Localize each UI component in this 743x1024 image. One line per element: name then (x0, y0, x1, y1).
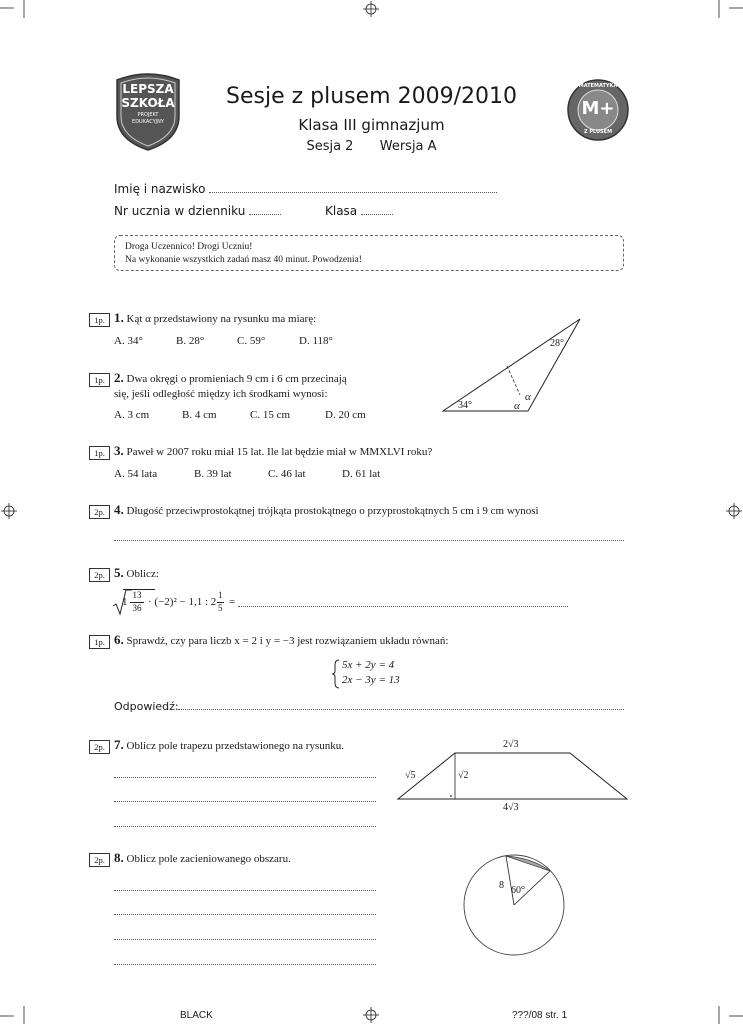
q7-text (114, 737, 344, 754)
q2-answer-a[interactable]: A. 3 cm (114, 409, 150, 421)
footer-color-label: BLACK (180, 1010, 213, 1021)
q1-text (114, 310, 316, 327)
q8-number: 8. (114, 850, 124, 865)
q7-points: 2p. (89, 740, 110, 754)
badge-bottom-text: Z PLUSEM (583, 129, 613, 135)
q1-answer-a[interactable]: A. 34° (114, 335, 143, 347)
q3-answer-a[interactable]: A. 54 lata (114, 468, 158, 480)
q7-number: 7. (114, 737, 124, 752)
q3-points: 1p. (89, 446, 110, 460)
badge-center-text: M+ (581, 98, 615, 119)
q1-number: 1. (114, 310, 124, 325)
session-label: Sesja 2 (306, 139, 354, 154)
class-field[interactable] (325, 204, 393, 218)
name-field[interactable] (114, 182, 497, 196)
q3-answer-d[interactable]: D. 61 lat (342, 468, 381, 480)
q2-number: 2. (114, 370, 124, 385)
circle-radius-label: 8 (499, 880, 504, 891)
q2-answer-d[interactable]: D. 20 cm (325, 409, 366, 421)
q2-text (114, 370, 394, 402)
q6-equation-1: 5x + 2y = 4 (342, 659, 395, 671)
q4-points: 2p. (89, 505, 110, 519)
q1-answer-d[interactable]: D. 118° (299, 335, 333, 347)
q5-number: 5. (114, 565, 124, 580)
q2-prompt-line1: Dwa okręgi o promieniach 9 cm i 6 cm przecinają (126, 373, 347, 385)
trapezoid-height-label: √2 (458, 770, 469, 781)
q1-answer-b[interactable]: B. 28° (176, 335, 205, 347)
q8-answer-line-1[interactable] (114, 890, 376, 891)
q1-prompt: Kąt α przedstawiony na rysunku ma miarę: (126, 313, 317, 325)
q7-prompt: Oblicz pole trapezu przedstawionego na rysunku. (126, 740, 344, 752)
logo-line-3: PROJEKT (137, 112, 159, 118)
q3-number: 3. (114, 443, 124, 458)
student-number-field[interactable] (114, 204, 281, 218)
q5-answer-line[interactable] (238, 606, 568, 607)
circle-figure (460, 853, 570, 957)
q5-frac2-num: 1 (218, 590, 223, 600)
q4-text (114, 502, 626, 519)
name-label: Imię i nazwisko (114, 182, 206, 196)
version-label: Wersja A (379, 139, 437, 154)
q8-answer-line-4[interactable] (114, 964, 376, 965)
q3-prompt: Paweł w 2007 roku miał 15 lat. Ile lat będzie miał w MMXLVI roku? (126, 446, 433, 458)
q3-answer-b[interactable]: B. 39 lat (194, 468, 232, 480)
q6-equation-2: 2x − 3y = 13 (342, 674, 400, 686)
page-title: Sesje z plusem 2009/2010 (226, 84, 517, 109)
q8-points: 2p. (89, 853, 110, 867)
q6-answer-label: Odpowiedź: (114, 700, 179, 713)
q8-answer-line-2[interactable] (114, 914, 376, 915)
q4-answer-line[interactable] (114, 540, 624, 541)
triangle-angle-34: 34° (458, 400, 472, 411)
q8-prompt: Oblicz pole zacieniowanego obszaru. (126, 853, 291, 865)
q2-points: 1p. (89, 373, 110, 387)
note-greeting: Droga Uczennico! Drogi Uczniu! (125, 242, 253, 252)
q4-number: 4. (114, 502, 124, 517)
q5-prompt: Oblicz: (126, 568, 159, 580)
q8-text (114, 850, 291, 867)
q5-expression: · (−2)² − 1,1 : 2 (148, 596, 217, 608)
class-subtitle: Klasa III gimnazjum (298, 116, 445, 134)
q6-text (114, 632, 448, 649)
q8-answer-line-3[interactable] (114, 939, 376, 940)
q5-equals: = (229, 596, 236, 608)
instruction-box (114, 235, 624, 271)
q2-answer-c[interactable]: C. 15 cm (250, 409, 291, 421)
q5-frac2-den: 5 (218, 603, 223, 613)
circle-angle-label: 60° (511, 885, 525, 896)
trapezoid-top-label: 2√3 (503, 739, 519, 750)
q5-points: 2p. (89, 568, 110, 582)
q5-whole: 1 (122, 596, 128, 608)
q6-points: 1p. (89, 635, 110, 649)
badge-top-text: MATEMATYKA (578, 83, 618, 89)
logo-line-2: SZKOŁA (121, 96, 175, 110)
triangle-alpha-1: α (525, 391, 531, 403)
q6-prompt: Sprawdź, czy para liczb x = 2 i y = −3 jest rozwiązaniem układu równań: (126, 635, 449, 647)
footer-page-label: ???/08 str. 1 (512, 1010, 568, 1021)
q7-answer-line-2[interactable] (114, 801, 376, 802)
logo-line-4: EDUKACYJNY (132, 119, 164, 125)
trapezoid-left-label: √5 (405, 770, 416, 781)
logo-line-1: LEPSZA (122, 82, 174, 96)
q5-frac-num: 13 (132, 590, 142, 600)
student-number-label: Nr ucznia w dzienniku (114, 204, 246, 218)
q6-answer-line[interactable] (178, 709, 624, 710)
q2-answer-b[interactable]: B. 4 cm (182, 409, 217, 421)
q3-text (114, 443, 432, 460)
q5-text (114, 565, 159, 582)
q7-answer-line-1[interactable] (114, 777, 376, 778)
triangle-alpha-2: α (514, 400, 520, 412)
trapezoid-figure (395, 750, 630, 802)
q1-points: 1p. (89, 313, 110, 327)
trapezoid-bottom-label: 4√3 (503, 802, 519, 813)
brace-icon (331, 659, 341, 689)
class-label: Klasa (325, 204, 358, 218)
q3-answer-c[interactable]: C. 46 lat (268, 468, 306, 480)
triangle-angle-28: 28° (550, 338, 564, 349)
q5-frac-den: 36 (132, 603, 142, 613)
session-version (0, 139, 743, 154)
q1-answer-c[interactable]: C. 59° (237, 335, 266, 347)
q6-number: 6. (114, 632, 124, 647)
q2-prompt-line2: się, jeśli odległość między ich środkami wynosi: (114, 388, 328, 400)
q4-prompt: Długość przeciwprostokątnej trójkąta prostokątnego o przyprostokątnych 5 cm i 9 cm wynosi (126, 505, 539, 517)
q7-answer-line-3[interactable] (114, 826, 376, 827)
note-instructions: Na wykonanie wszystkich zadań masz 40 minut. Powodzenia! (125, 255, 362, 265)
